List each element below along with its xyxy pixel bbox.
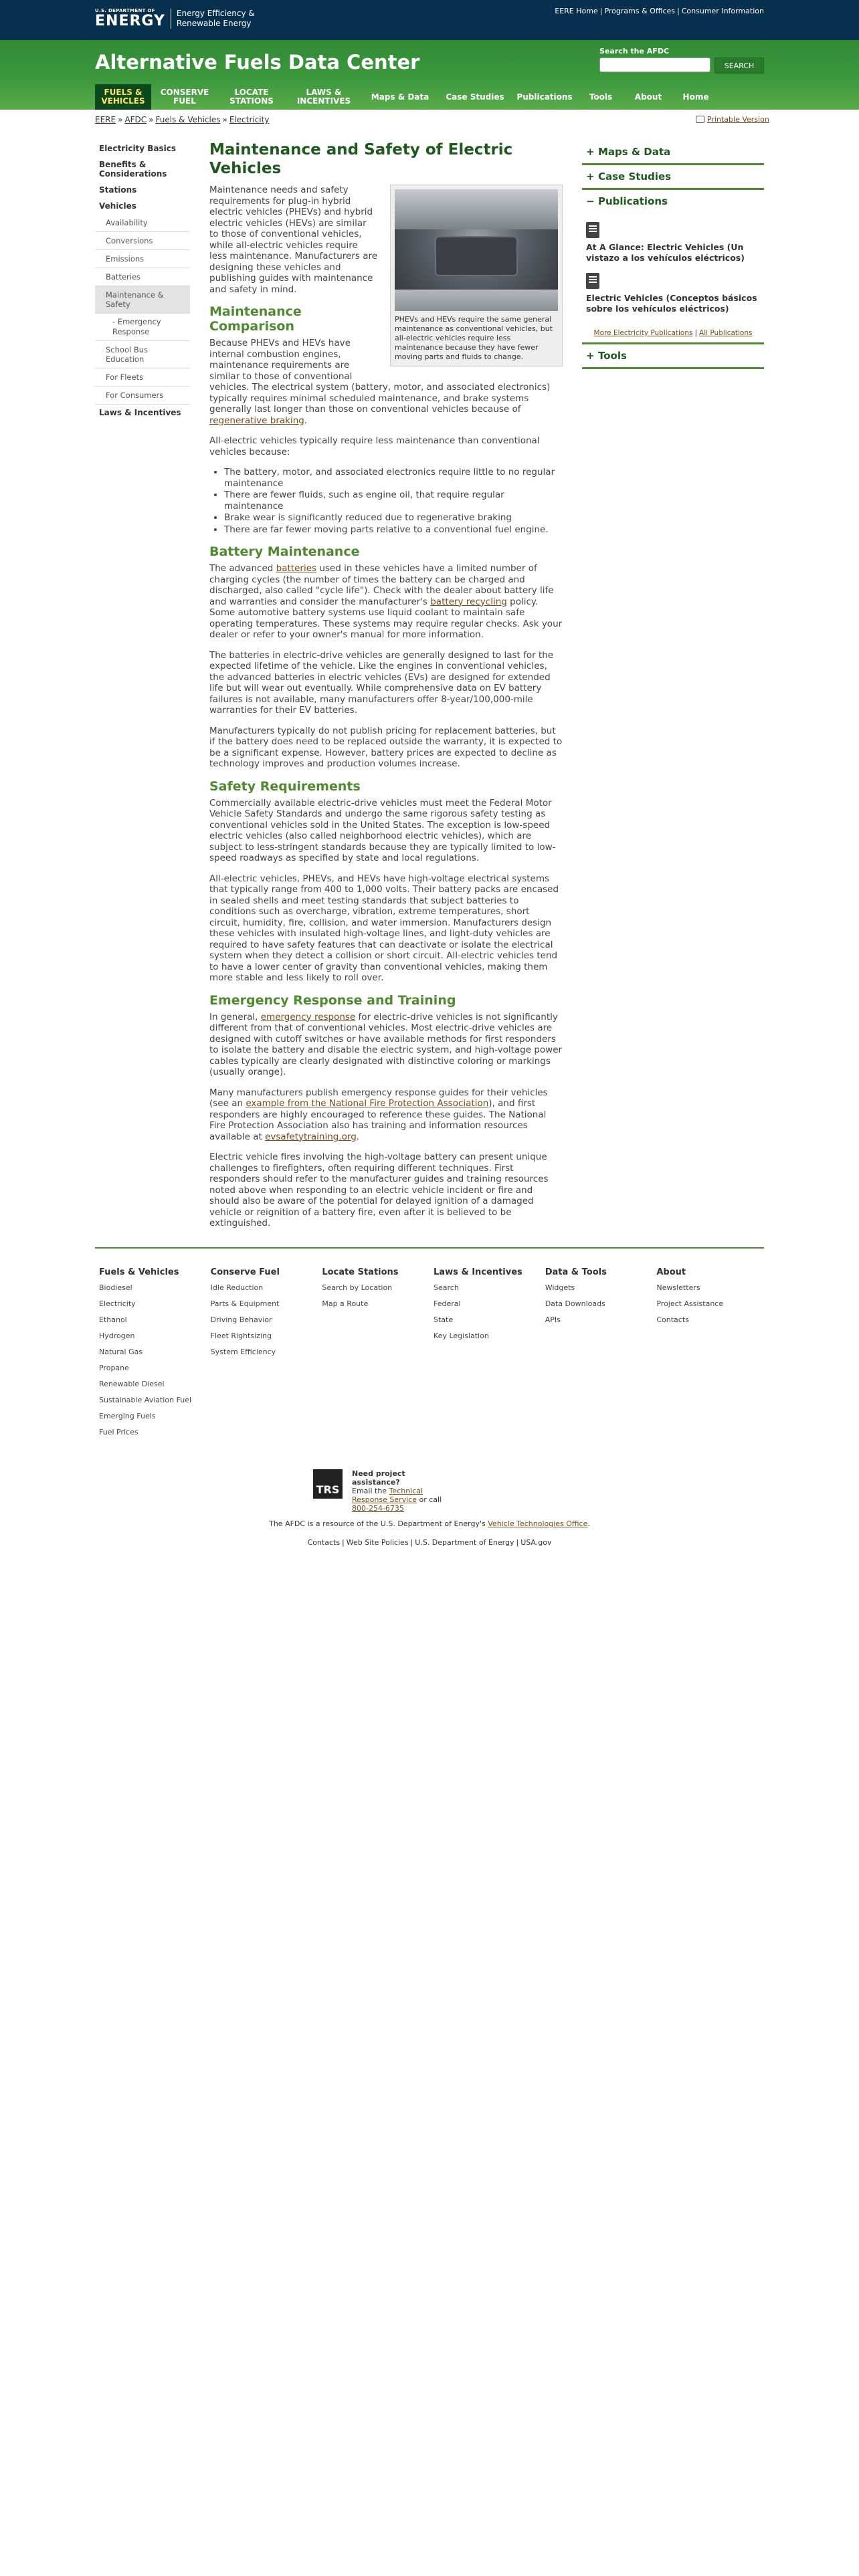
expand-icon: + — [586, 350, 595, 362]
eere-office-name — [177, 9, 255, 29]
nav-maps-data[interactable]: Maps & Data — [371, 92, 430, 102]
breadcrumb-afdc[interactable]: AFDC — [124, 115, 147, 124]
publication-item[interactable] — [582, 213, 764, 263]
nav-locate-stations[interactable]: LOCATE STATIONS — [229, 88, 274, 106]
footer-link[interactable]: Map a Route — [322, 1299, 369, 1308]
resource-statement: The AFDC is a resource of the U.S. Department of Energy's Vehicle Technologies Office. — [269, 1519, 590, 1528]
nav-about[interactable]: About — [634, 92, 662, 102]
heading-maintenance-comparison: Maintenance Comparison — [209, 304, 302, 334]
breadcrumb: EERE » AFDC » Fuels & Vehicles » Electricity — [95, 115, 270, 124]
footer-link[interactable]: System Efficiency — [210, 1348, 276, 1356]
footer-heading[interactable]: Data & Tools — [545, 1267, 607, 1277]
footer-heading[interactable]: Locate Stations — [322, 1267, 399, 1277]
web-site-policies-link[interactable]: Web Site Policies — [346, 1538, 409, 1547]
figure-caption: PHEVs and HEVs require the same general maintenance as conventional vehicles, but all-electric vehicles require less maintenance because they have fewer moving parts and fluids to change. — [395, 315, 553, 361]
leftnav-availability[interactable]: Availability — [95, 214, 190, 232]
leftnav-vehicles[interactable]: Vehicles — [99, 201, 136, 211]
footer-link[interactable]: Electricity — [99, 1299, 136, 1308]
site-title[interactable]: Alternative Fuels Data Center — [95, 51, 420, 74]
footer-link[interactable]: Fleet Rightsizing — [210, 1331, 272, 1340]
search-input[interactable] — [599, 58, 710, 72]
doe-dept-text: U.S. DEPARTMENT OF — [95, 8, 155, 13]
left-nav — [95, 140, 190, 421]
search-label: Search the AFDC — [599, 47, 670, 56]
trs-link[interactable]: Technical Response Service — [352, 1487, 423, 1504]
trs-logo[interactable]: TRS — [313, 1469, 343, 1499]
eere-office-line2: Renewable Energy — [176, 18, 252, 28]
footer-col-conserve-fuel — [207, 1267, 318, 1444]
heading-emergency-response: Emergency Response and Training — [209, 992, 456, 1008]
footer-col-data-tools — [541, 1267, 653, 1444]
footer-link[interactable]: Idle Reduction — [210, 1283, 264, 1292]
footer-divider — [95, 1247, 764, 1249]
eere-office-line1: Energy Efficiency & — [176, 8, 255, 18]
emergency-paragraph-2: Many manufacturers publish emergency response guides for their vehicles (see an example from the National Fire Protection Association), and first responders are highly encouraged to reference these guides. The National Fire Protection Association also has training and information resources available at evsafetytraining.org. — [209, 1087, 548, 1142]
document-icon — [586, 273, 599, 289]
footer-col-fuels-vehicles — [95, 1267, 207, 1444]
doe-link[interactable]: U.S. Department of Energy — [415, 1538, 514, 1547]
footer-link[interactable]: Parts & Equipment — [210, 1299, 280, 1308]
footer-heading[interactable]: About — [656, 1267, 686, 1277]
sidebar-publications[interactable]: − Publications — [586, 195, 668, 207]
battery-paragraph-1: The advanced batteries used in these vehicles have a limited number of charging cycles (the number of times the battery can be charged and discharged, also called "cycle life"). Check with the dealer about battery life and warranties and consider the manufacturer's battery recycling policy. Some automotive battery systems use liquid coolant to maintain safe operating temperatures. These systems may require regular checks. Ask your dealer or refer to your owner's manual for more information. — [209, 563, 563, 640]
nav-tools[interactable]: Tools — [589, 92, 613, 102]
list-item: • Brake wear is significantly reduced due to regenerative braking — [224, 512, 563, 524]
publication-title[interactable]: At A Glance: Electric Vehicles (Un vistazo a los vehículos eléctricos) — [586, 242, 745, 263]
leftnav-stations[interactable]: Stations — [99, 185, 137, 195]
printable-version-link[interactable]: Printable Version — [707, 115, 769, 124]
eere-bar — [0, 0, 859, 40]
heading-safety-requirements: Safety Requirements — [209, 778, 361, 794]
technical-response-service — [313, 1469, 452, 1513]
safety-paragraph-2: All-electric vehicles, PHEVs, and HEVs have high-voltage electrical systems that typically range from 400 to 1,000 volts. Their battery packs are encased in sealed shells and meet testing standards that subject batteries to conditions such as overcharge, vibration, extreme temperatures, short circuit, humidity, fire, collision, and water immersion. Manufacturers design these vehicles with insulated high-voltage lines, and light-duty vehicles are required to have safety features that can deactivate or isolate the electrical system when they detect a collision or short circuit. All-electric vehicles tend to have a lower center of gravity than conventional vehicles, making them more stable and less likely to roll over. — [209, 873, 559, 983]
footer-columns — [95, 1267, 764, 1444]
list-item: • The battery, motor, and associated electronics require little to no regular maintenance — [224, 467, 563, 489]
footer-link[interactable]: Federal — [434, 1299, 461, 1308]
footer-col-about — [652, 1267, 764, 1444]
main-content — [209, 140, 563, 1239]
safety-paragraph-1: Commercially available electric-drive vehicles must meet the Federal Motor Vehicle Safety Standards and undergo the same rigorous safety testing as conventional vehicles sold in the United States. The exception is low-speed electric vehicles (also called neighborhood electric vehicles), which are subject to less-stringent standards because they are typically limited to low-speed roadways as specified by state and local regulations. — [209, 797, 556, 863]
footer-link[interactable]: Newsletters — [656, 1283, 700, 1292]
footer-link[interactable]: Sustainable Aviation Fuel — [99, 1396, 192, 1404]
right-sidebar — [582, 140, 764, 369]
regenerative-braking-link[interactable]: regenerative braking — [209, 415, 304, 426]
expand-icon: + — [586, 171, 595, 183]
nav-home[interactable]: Home — [682, 92, 709, 102]
footer-link[interactable]: Search by Location — [322, 1283, 393, 1292]
nav-conserve-fuel[interactable]: CONSERVE FUEL — [160, 88, 209, 106]
sidebar-maps-data[interactable]: + Maps & Data — [582, 140, 764, 165]
leftnav-maintenance-safety[interactable]: Maintenance & Safety — [95, 286, 190, 314]
nav-fuels-vehicles[interactable]: FUELS & VEHICLES — [95, 84, 151, 110]
heading-battery-maintenance: Battery Maintenance — [209, 544, 360, 559]
breadcrumb-electricity[interactable]: Electricity — [229, 115, 270, 124]
leftnav-emissions[interactable]: Emissions — [95, 250, 190, 268]
footer-link[interactable]: Project Assistance — [656, 1299, 724, 1308]
maintenance-list — [224, 467, 563, 535]
doe-eere-logo[interactable] — [95, 8, 255, 29]
footer-heading[interactable]: Fuels & Vehicles — [99, 1267, 179, 1277]
emergency-paragraph-1: In general, emergency response for electric-drive vehicles is not significantly different from that of conventional vehicles. Most electric-drive vehicles are designed with cutoff switches or have available methods for first responders to isolate the battery and disable the electric system, and high-voltage power cables typically are clearly designated with distinctive coloring or markings (usually orange). — [209, 1011, 563, 1077]
publication-title[interactable]: Electric Vehicles (Conceptos básicos sobre los vehículos eléctricos) — [586, 293, 757, 314]
battery-paragraph-3: Manufacturers typically do not publish pricing for replacement batteries, but if the battery does need to be replaced outside the warranty, it is expected to be a significant expense. However, battery prices are expected to decline as technology improves and production volumes increase. — [209, 725, 563, 769]
collapse-icon: − — [586, 195, 595, 207]
emergency-response-link[interactable]: emergency response — [260, 1011, 356, 1023]
nav-publications[interactable]: Publications — [516, 92, 573, 102]
document-icon — [586, 222, 599, 238]
trs-phone-link[interactable]: 800-254-6735 — [352, 1504, 404, 1513]
list-item: • There are far fewer moving parts relative to a conventional fuel engine. — [224, 524, 563, 536]
evsafetytraining-link[interactable]: evsafetytraining.org — [265, 1131, 357, 1142]
leftnav-electricity-basics[interactable]: Electricity Basics — [99, 144, 177, 153]
vehicle-technologies-office-link[interactable]: Vehicle Technologies Office — [488, 1519, 588, 1528]
trs-text: Need project assistance? Email the Technical Response Service or call 800-254-6735 — [352, 1469, 452, 1513]
all-publications-link[interactable]: All Publications — [699, 329, 753, 337]
contacts-link[interactable]: Contacts — [307, 1538, 341, 1547]
footer-col-laws-incentives — [430, 1267, 541, 1444]
footer-link[interactable]: Widgets — [545, 1283, 575, 1292]
leftnav-laws-incentives[interactable]: Laws & Incentives — [99, 408, 181, 417]
doe-energy-text: ENERGY — [95, 13, 165, 29]
footer-link[interactable]: Renewable Diesel — [99, 1380, 165, 1388]
nav-case-studies[interactable]: Case Studies — [446, 92, 504, 102]
sidebar-case-studies[interactable]: + Case Studies — [582, 165, 764, 190]
footer-link[interactable]: Ethanol — [99, 1315, 127, 1324]
battery-paragraph-2: The batteries in electric-drive vehicles are generally designed to last for the expected lifetime of the vehicle. Like the engines in conventional vehicles, the advanced batteries in electric vehicles (EVs) are designed for extended life but will wear out eventually. While comprehensive data on EV battery failures is not available, many manufacturers offer 8-year/100,000-mile warranties for their EV batteries. — [209, 649, 554, 716]
main-nav — [95, 84, 764, 110]
consumer-info-link[interactable]: Consumer Information — [681, 7, 764, 15]
nav-laws-incentives[interactable]: LAWS & INCENTIVES — [296, 88, 351, 106]
leftnav-for-consumers[interactable]: For Consumers — [95, 387, 190, 405]
maintenance-paragraph-2: All-electric vehicles typically require less maintenance than conventional vehicles because: — [209, 435, 540, 457]
trs-heading: Need project assistance? — [352, 1469, 405, 1487]
footer-link[interactable]: Natural Gas — [99, 1348, 143, 1356]
footer-heading[interactable]: Laws & Incentives — [434, 1267, 522, 1277]
footer-link[interactable]: Search — [434, 1283, 459, 1292]
printer-icon — [696, 116, 704, 123]
leftnav-emergency-response[interactable]: - Emergency Response — [95, 314, 190, 341]
breadcrumb-fuels-vehicles[interactable]: Fuels & Vehicles — [155, 115, 221, 124]
footer-link[interactable]: APIs — [545, 1315, 561, 1324]
leftnav-batteries[interactable]: Batteries — [95, 268, 190, 286]
sidebar-tools[interactable]: + Tools — [582, 342, 764, 369]
leftnav-school-bus[interactable]: School Bus Education — [95, 341, 190, 368]
leftnav-emergency-response-label: Emergency Response — [112, 317, 161, 336]
leftnav-benefits[interactable]: Benefits & Considerations — [99, 160, 167, 179]
vehicle-figure — [390, 185, 563, 366]
batteries-link[interactable]: batteries — [276, 563, 317, 574]
list-item: • There are fewer fluids, such as engine oil, that require regular maintenance — [224, 490, 563, 512]
eere-home-link[interactable]: EERE Home — [555, 7, 598, 15]
expand-icon: + — [586, 146, 595, 158]
footer-link[interactable]: Contacts — [656, 1315, 689, 1324]
footer-link[interactable]: State — [434, 1315, 454, 1324]
engine-bay-image — [395, 189, 558, 311]
footer-link[interactable]: Key Legislation — [434, 1331, 489, 1340]
leftnav-for-fleets[interactable]: For Fleets — [95, 368, 190, 387]
utility-links: EERE Home | Programs & Offices | Consumer Information — [555, 7, 764, 15]
afdc-header — [0, 40, 859, 110]
footer-link[interactable]: Driving Behavior — [210, 1315, 272, 1324]
maintenance-paragraph-1: Because PHEVs and HEVs have internal combustion engines, maintenance requirements are similar to those of conventional vehicles. The electrical system (battery, motor, and associated electronics) typically requires minimal scheduled maintenance, and brake systems generally last longer than those on conventional vehicles because of regenerative braking. — [209, 338, 551, 426]
footer-link[interactable]: Data Downloads — [545, 1299, 605, 1308]
footer-link[interactable]: Emerging Fuels — [99, 1412, 156, 1420]
more-electricity-publications-link[interactable]: More Electricity Publications — [593, 329, 693, 337]
footer-link[interactable]: Propane — [99, 1364, 129, 1372]
publication-links: More Electricity Publications | All Publications — [593, 329, 753, 337]
footer-bottom-links: Contacts | Web Site Policies | U.S. Department of Energy | USA.gov — [307, 1538, 552, 1547]
footer-link[interactable]: Fuel Prices — [99, 1428, 138, 1436]
programs-offices-link[interactable]: Programs & Offices — [604, 7, 676, 15]
emergency-paragraph-3: Electric vehicle fires involving the high-voltage battery can present unique challenges to firefighters, often requiring different techniques. First responders should refer to the manufacturer guides and training resources noted above when responding to an electric vehicle incident or fire and should also be aware of the potential for delayed ignition of a damaged vehicle or reignition of a battery fire, even after it is believed to be extinguished. — [209, 1152, 549, 1228]
footer-link[interactable]: Biodiesel — [99, 1283, 132, 1292]
usa-gov-link[interactable]: USA.gov — [520, 1538, 552, 1547]
battery-recycling-link[interactable]: battery recycling — [430, 596, 507, 607]
intro-paragraph: Maintenance needs and safety requirements for plug-in hybrid electric vehicles (PHEVs) and hybrid electric vehicles (HEVs) are similar to those of conventional vehicles, while all-electric vehicles require less maintenance. Manufacturers are designing these vehicles and publishing guides with maintenance and safety in mind. — [209, 185, 378, 295]
breadcrumb-eere[interactable]: EERE — [95, 115, 116, 124]
publication-item[interactable] — [582, 263, 764, 314]
footer-heading[interactable]: Conserve Fuel — [210, 1267, 280, 1277]
nfpa-example-link[interactable]: example from the National Fire Protection Association — [246, 1098, 489, 1109]
leftnav-conversions[interactable]: Conversions — [95, 232, 190, 250]
footer-col-locate-stations — [318, 1267, 430, 1444]
footer-link[interactable]: Hydrogen — [99, 1331, 135, 1340]
search-button[interactable]: SEARCH — [714, 58, 764, 74]
printable-version[interactable] — [696, 115, 769, 124]
page-title: Maintenance and Safety of Electric Vehicles — [209, 141, 513, 177]
